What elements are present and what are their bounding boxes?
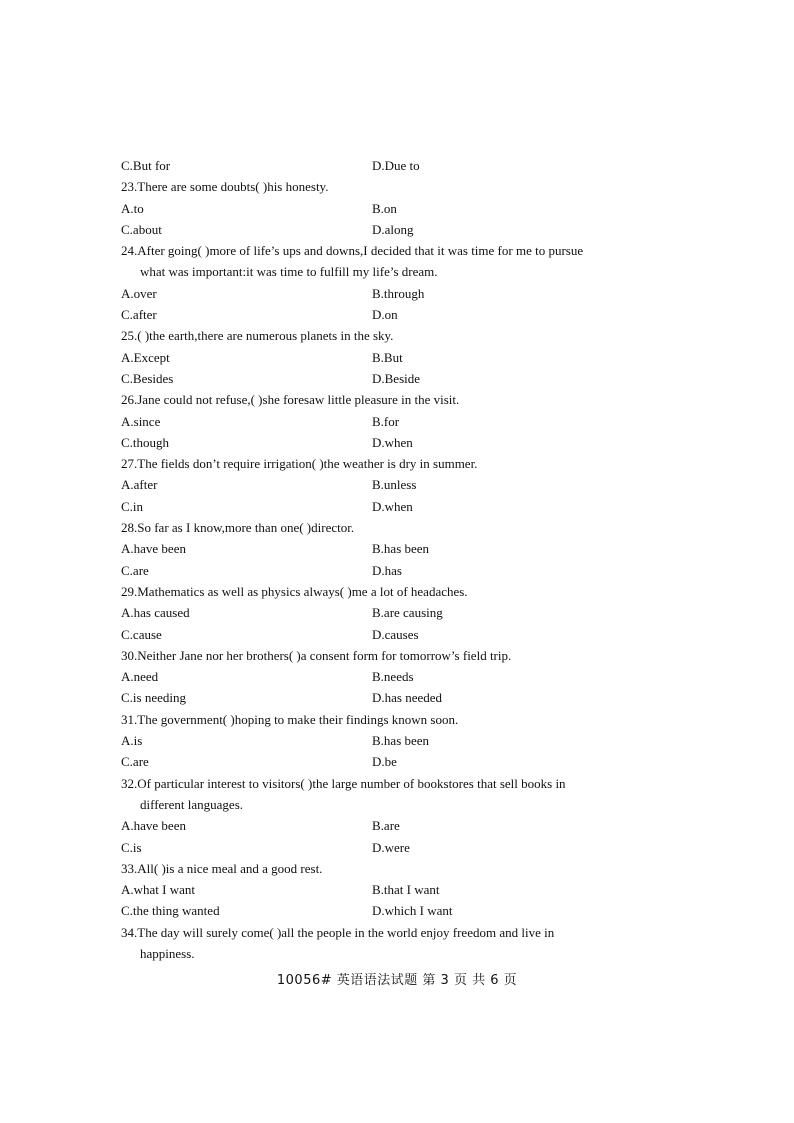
option-d: D.Beside: [372, 370, 421, 386]
question-stem: 31.The government( )hoping to make their findings known soon.: [121, 711, 459, 727]
option-d: D.along: [372, 221, 414, 237]
option-a: A.to: [121, 200, 144, 216]
option-a: A.Except: [121, 349, 170, 365]
option-c: C.in: [121, 498, 144, 514]
option-row: [121, 666, 674, 687]
exam-page-body: [121, 155, 674, 964]
question-stem: 23.There are some doubts( )his honesty.: [121, 179, 329, 195]
option-a: A.have been: [121, 541, 186, 557]
option-d: D.which I want: [372, 903, 453, 919]
option-d: D.causes: [372, 626, 419, 642]
option-row: [121, 368, 674, 389]
page-footer: 10056# 英语语法试题 第 3 页 共 6 页: [276, 973, 518, 988]
question-stem: 28.So far as I know,more than one( )director.: [121, 520, 355, 536]
option-a: A.over: [121, 285, 157, 301]
option-b: B.are causing: [372, 605, 443, 621]
option-c: C.are: [121, 754, 149, 770]
option-row: [121, 837, 674, 858]
option-row: [121, 687, 674, 708]
question-stem: 30.Neither Jane nor her brothers( )a consent form for tomorrow’s field trip.: [121, 647, 512, 663]
option-row: [121, 560, 674, 581]
option-c: C.after: [121, 307, 157, 323]
option-b: B.needs: [372, 669, 414, 685]
option-a: A.is: [121, 733, 143, 749]
option-row: [121, 474, 674, 495]
option-row: [121, 879, 674, 900]
question-stem: 34.The day will surely come( )all the people in the world enjoy freedom and live in happiness.: [121, 924, 555, 961]
option-row: [121, 624, 674, 645]
option-row: [121, 411, 674, 432]
option-d: D.Due to: [372, 158, 420, 173]
question-stem: 26.Jane could not refuse,( )she foresaw little pleasure in the visit.: [121, 392, 460, 408]
option-row: [121, 198, 674, 219]
option-d: D.has: [372, 562, 402, 578]
option-d: D.when: [372, 498, 413, 514]
option-row: [121, 219, 674, 240]
option-row: [121, 730, 674, 751]
option-c: C.are: [121, 562, 149, 578]
option-row: [121, 283, 674, 304]
option-a: A.have been: [121, 818, 186, 834]
option-row: [121, 155, 674, 176]
option-row: [121, 432, 674, 453]
option-row: [121, 538, 674, 559]
option-a: A.need: [121, 669, 159, 685]
question-stem: 32.Of particular interest to visitors( )the large number of bookstores that sell books in different languages.: [121, 775, 566, 812]
option-b: B.through: [372, 285, 425, 301]
option-d: D.has needed: [372, 690, 443, 706]
option-b: B.But: [372, 349, 403, 365]
option-c: C.cause: [121, 626, 162, 642]
option-b: B.on: [372, 200, 397, 216]
option-row: [121, 602, 674, 623]
option-b: B.unless: [372, 477, 417, 493]
question-stem: 33.All( )is a nice meal and a good rest.: [121, 860, 323, 876]
option-c: C.But for: [121, 158, 171, 173]
question-stem: 24.After going( )more of life’s ups and downs,I decided that it was time for me to pursue what was important:it was time to fulfill my life’s dream.: [121, 243, 584, 280]
option-a: A.after: [121, 477, 158, 493]
option-row: [121, 347, 674, 368]
option-a: A.what I want: [121, 882, 196, 898]
option-d: D.on: [372, 307, 398, 323]
question-stem: 27.The fields don’t require irrigation( )the weather is dry in summer.: [121, 456, 478, 472]
option-row: [121, 815, 674, 836]
option-b: B.that I want: [372, 882, 440, 898]
option-c: C.the thing wanted: [121, 903, 220, 919]
option-c: C.is needing: [121, 690, 186, 706]
question-stem: 25.( )the earth,there are numerous planets in the sky.: [121, 328, 394, 344]
option-row: [121, 751, 674, 772]
option-row: [121, 900, 674, 921]
option-d: D.were: [372, 839, 410, 855]
option-row: [121, 496, 674, 517]
option-b: B.are: [372, 818, 400, 834]
option-c: C.though: [121, 434, 170, 450]
option-b: B.has been: [372, 541, 430, 557]
option-c: C.Besides: [121, 370, 174, 386]
option-row: [121, 304, 674, 325]
option-b: B.has been: [372, 733, 430, 749]
option-d: D.be: [372, 754, 397, 770]
option-c: C.about: [121, 221, 162, 237]
option-a: A.since: [121, 413, 161, 429]
option-b: B.for: [372, 413, 400, 429]
question-stem: 29.Mathematics as well as physics always( )me a lot of headaches.: [121, 583, 468, 599]
option-c: C.is: [121, 839, 142, 855]
option-d: D.when: [372, 434, 413, 450]
option-a: A.has caused: [121, 605, 190, 621]
